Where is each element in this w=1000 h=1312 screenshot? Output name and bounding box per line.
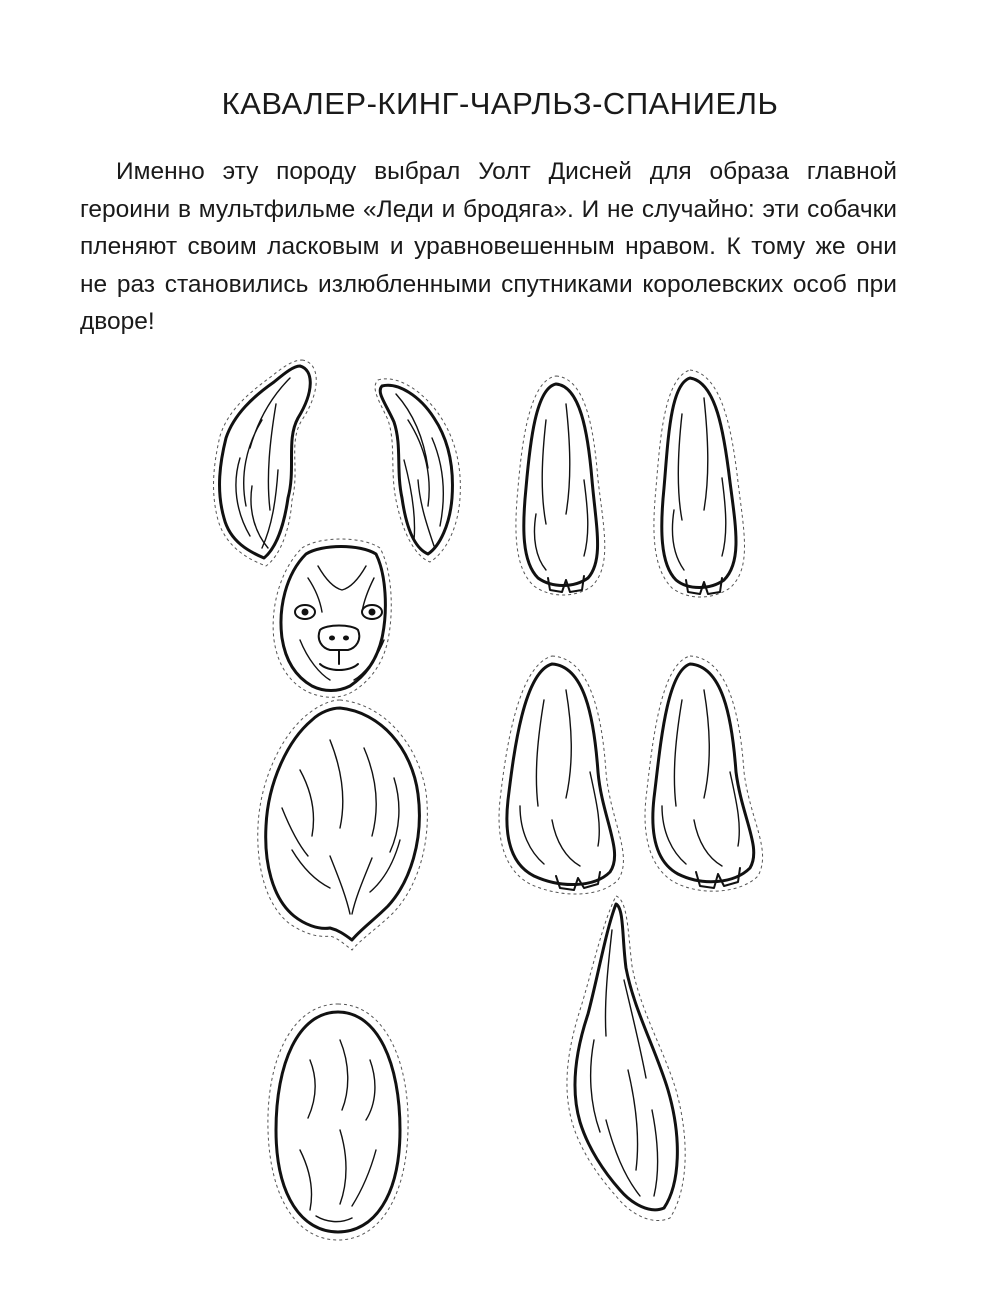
page-title: КАВАЛЕР-КИНГ-ЧАРЛЬЗ-СПАНИЕЛЬ bbox=[221, 86, 779, 121]
body-piece bbox=[258, 700, 428, 950]
back-piece bbox=[268, 1004, 408, 1240]
hind-leg-right-piece bbox=[645, 656, 763, 891]
head-piece bbox=[273, 539, 391, 697]
tail-piece bbox=[567, 896, 685, 1221]
front-leg-right-piece bbox=[654, 370, 745, 597]
right-ear-piece bbox=[375, 379, 460, 562]
left-ear-piece bbox=[214, 360, 317, 566]
front-leg-left-piece bbox=[516, 376, 605, 595]
intro-paragraph: Именно эту породу выбрал Уолт Дисней для образа главной героини в мультфильме «Леди и бродяга». И не случайно: эти собачки пленяют своим ласковым и уравновешенным нравом. К тому же они не раз становились излюбленными спутниками королевских особ при дворе! bbox=[80, 158, 897, 335]
hind-leg-left-piece bbox=[499, 656, 623, 894]
